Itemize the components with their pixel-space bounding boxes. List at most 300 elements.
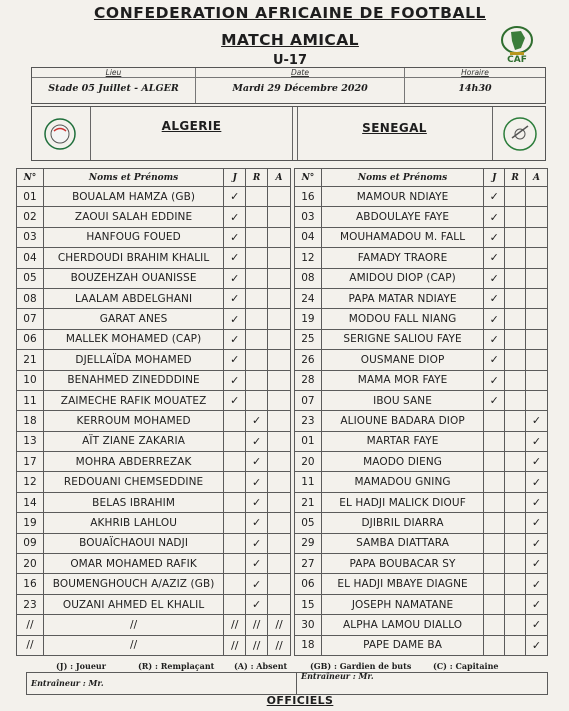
player-name: PAPA MATAR NDIAYE <box>321 288 483 308</box>
player-number: 02 <box>17 207 44 227</box>
player-name: MODOU FALL NIANG <box>321 309 483 329</box>
status-j-cell <box>484 513 505 533</box>
status-a-cell <box>268 288 291 308</box>
status-r-cell: ✓ <box>246 472 268 492</box>
status-r-cell: ✓ <box>246 574 268 594</box>
status-a-cell <box>268 431 291 451</box>
status-r-cell <box>246 207 268 227</box>
status-r-cell <box>505 431 526 451</box>
status-j-cell: ✓ <box>484 268 505 288</box>
status-a-cell <box>526 268 548 288</box>
senegal-federation-logo <box>500 116 540 156</box>
status-r-cell <box>505 370 526 390</box>
player-name: AÏT ZIANE ZAKARIA <box>43 431 223 451</box>
player-name: REDOUANI CHEMSEDDINE <box>43 472 223 492</box>
num-header: N° <box>17 169 44 187</box>
status-j-cell: ✓ <box>224 390 246 410</box>
player-number: 11 <box>295 472 322 492</box>
player-name: CHERDOUDI BRAHIM KHALIL <box>43 248 223 268</box>
status-j-cell <box>484 554 505 574</box>
status-j-cell: ✓ <box>224 268 246 288</box>
status-r-cell <box>246 329 268 349</box>
status-j-cell: ✓ <box>224 248 246 268</box>
player-row <box>295 452 548 472</box>
player-row <box>295 411 548 431</box>
status-a-cell <box>268 554 291 574</box>
status-j-cell: ✓ <box>484 329 505 349</box>
status-a-cell <box>526 207 548 227</box>
status-j-cell: ✓ <box>224 207 246 227</box>
status-r-cell: ✓ <box>246 533 268 553</box>
caf-logo-text: CAF <box>507 55 527 65</box>
player-number: 07 <box>17 309 44 329</box>
player-number: 15 <box>295 594 322 614</box>
player-name: MAMOUR NDIAYE <box>321 187 483 207</box>
status-r-cell: ✓ <box>246 492 268 512</box>
away-roster-table <box>294 168 548 656</box>
status-j-cell <box>484 411 505 431</box>
status-a-cell <box>268 390 291 410</box>
player-name: MALLEK MOHAMED (CAP) <box>43 329 223 349</box>
status-a-cell: ✓ <box>526 431 548 451</box>
status-r-cell <box>505 615 526 635</box>
player-number: 04 <box>295 227 322 247</box>
player-number: 01 <box>17 187 44 207</box>
match-type-title: MATCH AMICAL <box>221 31 359 49</box>
horaire-label: Horaire <box>461 68 489 77</box>
player-name: LAALAM ABDELGHANI <box>43 288 223 308</box>
player-name: EL HADJI MBAYE DIAGNE <box>321 574 483 594</box>
status-r-cell <box>505 472 526 492</box>
player-number: 05 <box>17 268 44 288</box>
r-header: R <box>505 169 526 187</box>
status-a-cell <box>268 574 291 594</box>
status-a-cell: ✓ <box>526 635 548 655</box>
status-j-cell: ✓ <box>224 288 246 308</box>
home-team-name: ALGERIE <box>161 119 222 133</box>
status-r-cell <box>505 492 526 512</box>
player-name: // <box>43 615 223 635</box>
player-name: KERROUM MOHAMED <box>43 411 223 431</box>
player-name: SAMBA DIATTARA <box>321 533 483 553</box>
player-name: AMIDOU DIOP (CAP) <box>321 268 483 288</box>
player-row <box>295 227 548 247</box>
status-a-cell: ✓ <box>526 533 548 553</box>
status-j-cell <box>224 574 246 594</box>
player-row <box>295 492 548 512</box>
status-r-cell <box>505 635 526 655</box>
status-a-cell <box>526 309 548 329</box>
player-name: ZAOUI SALAH EDDINE <box>43 207 223 227</box>
status-j-cell: ✓ <box>224 227 246 247</box>
player-number: 05 <box>295 513 322 533</box>
status-j-cell <box>484 594 505 614</box>
status-a-cell <box>268 207 291 227</box>
status-a-cell <box>268 227 291 247</box>
status-j-cell: ✓ <box>484 227 505 247</box>
status-r-cell <box>246 227 268 247</box>
status-a-cell: ✓ <box>526 615 548 635</box>
status-j-cell <box>484 431 505 451</box>
player-name: GARAT ANES <box>43 309 223 329</box>
player-row <box>295 187 548 207</box>
status-j-cell <box>224 492 246 512</box>
status-j-cell: ✓ <box>484 390 505 410</box>
home-coach: Entraîneur : Mr. <box>31 678 104 688</box>
a-header: A <box>268 169 291 187</box>
status-r-cell <box>505 554 526 574</box>
status-r-cell <box>246 350 268 370</box>
player-number: 06 <box>17 329 44 349</box>
player-row <box>295 472 548 492</box>
player-row <box>17 329 291 349</box>
status-a-cell: ✓ <box>526 513 548 533</box>
status-r-cell <box>246 390 268 410</box>
player-number: 12 <box>295 248 322 268</box>
status-r-cell <box>246 268 268 288</box>
status-j-cell <box>484 492 505 512</box>
status-a-cell <box>526 329 548 349</box>
player-row <box>17 227 291 247</box>
player-row <box>17 492 291 512</box>
player-row <box>17 207 291 227</box>
player-name: PAPE DAME BA <box>321 635 483 655</box>
player-row <box>295 554 548 574</box>
player-row <box>17 533 291 553</box>
player-row <box>295 513 548 533</box>
player-number: 11 <box>17 390 44 410</box>
status-a-cell: ✓ <box>526 492 548 512</box>
player-number: 18 <box>17 411 44 431</box>
r-header: R <box>246 169 268 187</box>
player-row <box>17 635 291 655</box>
status-j-cell <box>224 411 246 431</box>
status-a-cell: ✓ <box>526 594 548 614</box>
player-name: BOUAÏCHAOUI NADJI <box>43 533 223 553</box>
status-j-cell: ✓ <box>484 309 505 329</box>
player-name: OUSMANE DIOP <box>321 350 483 370</box>
horaire-value: 14h30 <box>458 83 492 94</box>
player-name: MAMADOU GNING <box>321 472 483 492</box>
status-a-cell <box>268 594 291 614</box>
player-row <box>17 594 291 614</box>
player-number: // <box>17 615 44 635</box>
player-row <box>295 288 548 308</box>
player-number: 08 <box>295 268 322 288</box>
player-row <box>295 390 548 410</box>
status-a-cell: // <box>268 615 291 635</box>
status-r-cell <box>505 268 526 288</box>
status-r-cell <box>505 329 526 349</box>
date-value: Mardi 29 Décembre 2020 <box>232 83 368 94</box>
lieu-value: Stade 05 Juillet - ALGER <box>48 83 179 94</box>
player-row <box>17 472 291 492</box>
status-r-cell: ✓ <box>246 411 268 431</box>
status-r-cell: ✓ <box>246 554 268 574</box>
player-name: DJIBRIL DIARRA <box>321 513 483 533</box>
legend-gardien: (GB) : Gardien de buts <box>310 661 412 671</box>
status-j-cell <box>484 615 505 635</box>
status-a-cell <box>268 187 291 207</box>
player-row <box>295 594 548 614</box>
status-r-cell <box>505 390 526 410</box>
player-name: JOSEPH NAMATANE <box>321 594 483 614</box>
player-number: 04 <box>17 248 44 268</box>
status-r-cell <box>246 187 268 207</box>
player-row <box>295 207 548 227</box>
player-row <box>295 350 548 370</box>
away-coach: Entraîneur : Mr. <box>301 671 374 681</box>
status-j-cell: ✓ <box>224 187 246 207</box>
status-j-cell <box>224 452 246 472</box>
player-number: 20 <box>295 452 322 472</box>
status-a-cell <box>268 452 291 472</box>
name-header: Noms et Prénoms <box>321 169 483 187</box>
player-row <box>17 350 291 370</box>
player-number: 13 <box>17 431 44 451</box>
num-header: N° <box>295 169 322 187</box>
status-r-cell: ✓ <box>246 594 268 614</box>
home-header-row <box>17 169 291 187</box>
status-a-cell <box>526 370 548 390</box>
status-a-cell <box>268 329 291 349</box>
player-number: 01 <box>295 431 322 451</box>
player-number: 16 <box>17 574 44 594</box>
status-a-cell: // <box>268 635 291 655</box>
status-r-cell <box>505 207 526 227</box>
player-name: OMAR MOHAMED RAFIK <box>43 554 223 574</box>
status-r-cell <box>505 309 526 329</box>
player-row <box>295 248 548 268</box>
player-number: 26 <box>295 350 322 370</box>
player-number: 21 <box>17 350 44 370</box>
player-number: 10 <box>17 370 44 390</box>
home-roster-table <box>16 168 291 656</box>
status-a-cell <box>526 390 548 410</box>
player-row <box>17 248 291 268</box>
player-name: IBOU SANE <box>321 390 483 410</box>
j-header: J <box>224 169 246 187</box>
match-info-box <box>31 67 546 104</box>
player-row <box>17 309 291 329</box>
player-number: 25 <box>295 329 322 349</box>
player-row <box>295 370 548 390</box>
player-number: 19 <box>295 309 322 329</box>
player-number: 27 <box>295 554 322 574</box>
status-j-cell: ✓ <box>484 350 505 370</box>
status-j-cell: ✓ <box>484 248 505 268</box>
status-a-cell <box>268 268 291 288</box>
player-row <box>295 268 548 288</box>
status-a-cell <box>268 370 291 390</box>
player-name: HANFOUG FOUED <box>43 227 223 247</box>
player-row <box>17 268 291 288</box>
status-r-cell <box>246 288 268 308</box>
status-j-cell: ✓ <box>484 207 505 227</box>
away-header-row <box>295 169 548 187</box>
player-row <box>295 431 548 451</box>
status-r-cell <box>505 248 526 268</box>
status-r-cell <box>246 248 268 268</box>
player-name: BENAHMED ZINEDDDINE <box>43 370 223 390</box>
status-r-cell: ✓ <box>246 513 268 533</box>
player-row <box>295 309 548 329</box>
status-r-cell <box>505 594 526 614</box>
player-number: 29 <box>295 533 322 553</box>
status-a-cell: ✓ <box>526 574 548 594</box>
player-name: ALPHA LAMOU DIALLO <box>321 615 483 635</box>
status-r-cell <box>505 227 526 247</box>
status-j-cell <box>484 452 505 472</box>
player-number: 24 <box>295 288 322 308</box>
player-row <box>295 635 548 655</box>
player-row <box>17 513 291 533</box>
status-r-cell <box>505 533 526 553</box>
player-name: BOUMENGHOUCH A/AZIZ (GB) <box>43 574 223 594</box>
status-j-cell: ✓ <box>224 350 246 370</box>
player-name: MOUHAMADOU M. FALL <box>321 227 483 247</box>
teams-box <box>31 106 546 161</box>
status-r-cell: // <box>246 635 268 655</box>
legend-absent: (A) : Absent <box>234 661 288 671</box>
player-number: 07 <box>295 390 322 410</box>
player-row <box>17 187 291 207</box>
player-name: AKHRIB LAHLOU <box>43 513 223 533</box>
a-header: A <box>526 169 548 187</box>
status-r-cell <box>246 370 268 390</box>
status-r-cell: ✓ <box>246 431 268 451</box>
status-j-cell <box>484 533 505 553</box>
status-j-cell: // <box>224 635 246 655</box>
status-a-cell <box>526 350 548 370</box>
player-row <box>17 615 291 635</box>
player-name: BOUZEHZAH OUANISSE <box>43 268 223 288</box>
player-row <box>17 390 291 410</box>
status-a-cell: ✓ <box>526 411 548 431</box>
status-r-cell <box>505 187 526 207</box>
confederation-title: CONFEDERATION AFRICAINE DE FOOTBALL <box>93 4 487 22</box>
status-a-cell <box>526 187 548 207</box>
away-team-name: SENEGAL <box>362 121 427 135</box>
status-r-cell <box>505 452 526 472</box>
status-j-cell <box>484 574 505 594</box>
player-row <box>17 411 291 431</box>
player-number: 30 <box>295 615 322 635</box>
status-j-cell: ✓ <box>484 370 505 390</box>
status-r-cell <box>505 513 526 533</box>
status-j-cell <box>224 594 246 614</box>
player-row <box>295 574 548 594</box>
player-name: MARTAR FAYE <box>321 431 483 451</box>
player-number: // <box>17 635 44 655</box>
status-j-cell <box>224 472 246 492</box>
status-a-cell <box>526 248 548 268</box>
status-a-cell <box>268 513 291 533</box>
status-r-cell: // <box>246 615 268 635</box>
legend-remplacant: (R) : Remplaçant <box>138 661 215 671</box>
player-row <box>17 554 291 574</box>
status-a-cell <box>268 411 291 431</box>
j-header: J <box>484 169 505 187</box>
status-j-cell <box>484 472 505 492</box>
player-name: MAODO DIENG <box>321 452 483 472</box>
status-a-cell <box>268 309 291 329</box>
status-j-cell: ✓ <box>224 370 246 390</box>
status-j-cell: ✓ <box>224 329 246 349</box>
player-number: 16 <box>295 187 322 207</box>
player-name: SERIGNE SALIOU FAYE <box>321 329 483 349</box>
status-j-cell <box>224 533 246 553</box>
status-a-cell: ✓ <box>526 472 548 492</box>
status-r-cell <box>505 411 526 431</box>
status-a-cell <box>268 533 291 553</box>
player-number: 14 <box>17 492 44 512</box>
status-a-cell <box>526 288 548 308</box>
caf-logo <box>491 24 543 70</box>
date-label: Date <box>291 68 309 77</box>
player-number: 18 <box>295 635 322 655</box>
player-name: ZAIMECHE RAFIK MOUATEZ <box>43 390 223 410</box>
status-a-cell <box>526 227 548 247</box>
status-j-cell <box>224 513 246 533</box>
category-title: U-17 <box>272 53 308 68</box>
player-name: BOUALAM HAMZA (GB) <box>43 187 223 207</box>
player-number: 19 <box>17 513 44 533</box>
player-name: FAMADY TRAORE <box>321 248 483 268</box>
player-number: 20 <box>17 554 44 574</box>
player-number: 17 <box>17 452 44 472</box>
legend-joueur: (J) : Joueur <box>56 661 106 671</box>
status-r-cell <box>246 309 268 329</box>
player-row <box>17 452 291 472</box>
player-row <box>17 431 291 451</box>
status-j-cell: // <box>224 615 246 635</box>
status-j-cell: ✓ <box>484 288 505 308</box>
status-a-cell <box>268 248 291 268</box>
player-row <box>17 288 291 308</box>
player-row <box>295 329 548 349</box>
coach-row <box>26 672 548 695</box>
status-r-cell <box>505 574 526 594</box>
player-name: DJELLAÏDA MOHAMED <box>43 350 223 370</box>
status-r-cell <box>505 288 526 308</box>
status-r-cell <box>505 350 526 370</box>
status-a-cell <box>268 350 291 370</box>
status-a-cell <box>268 492 291 512</box>
player-name: // <box>43 635 223 655</box>
player-row <box>295 615 548 635</box>
player-name: OUZANI AHMED EL KHALIL <box>43 594 223 614</box>
player-name: BELAS IBRAHIM <box>43 492 223 512</box>
player-name: MOHRA ABDERREZAK <box>43 452 223 472</box>
legend-capitaine: (C) : Capitaine <box>433 661 499 671</box>
player-number: 09 <box>17 533 44 553</box>
player-name: PAPA BOUBACAR SY <box>321 554 483 574</box>
status-j-cell <box>484 635 505 655</box>
player-number: 08 <box>17 288 44 308</box>
player-name: MAMA MOR FAYE <box>321 370 483 390</box>
player-number: 03 <box>17 227 44 247</box>
status-j-cell: ✓ <box>484 187 505 207</box>
algeria-federation-logo <box>40 117 80 155</box>
player-number: 23 <box>17 594 44 614</box>
status-a-cell: ✓ <box>526 554 548 574</box>
player-name: ALIOUNE BADARA DIOP <box>321 411 483 431</box>
status-j-cell: ✓ <box>224 309 246 329</box>
player-number: 12 <box>17 472 44 492</box>
status-a-cell <box>268 472 291 492</box>
player-name: ABDOULAYE FAYE <box>321 207 483 227</box>
